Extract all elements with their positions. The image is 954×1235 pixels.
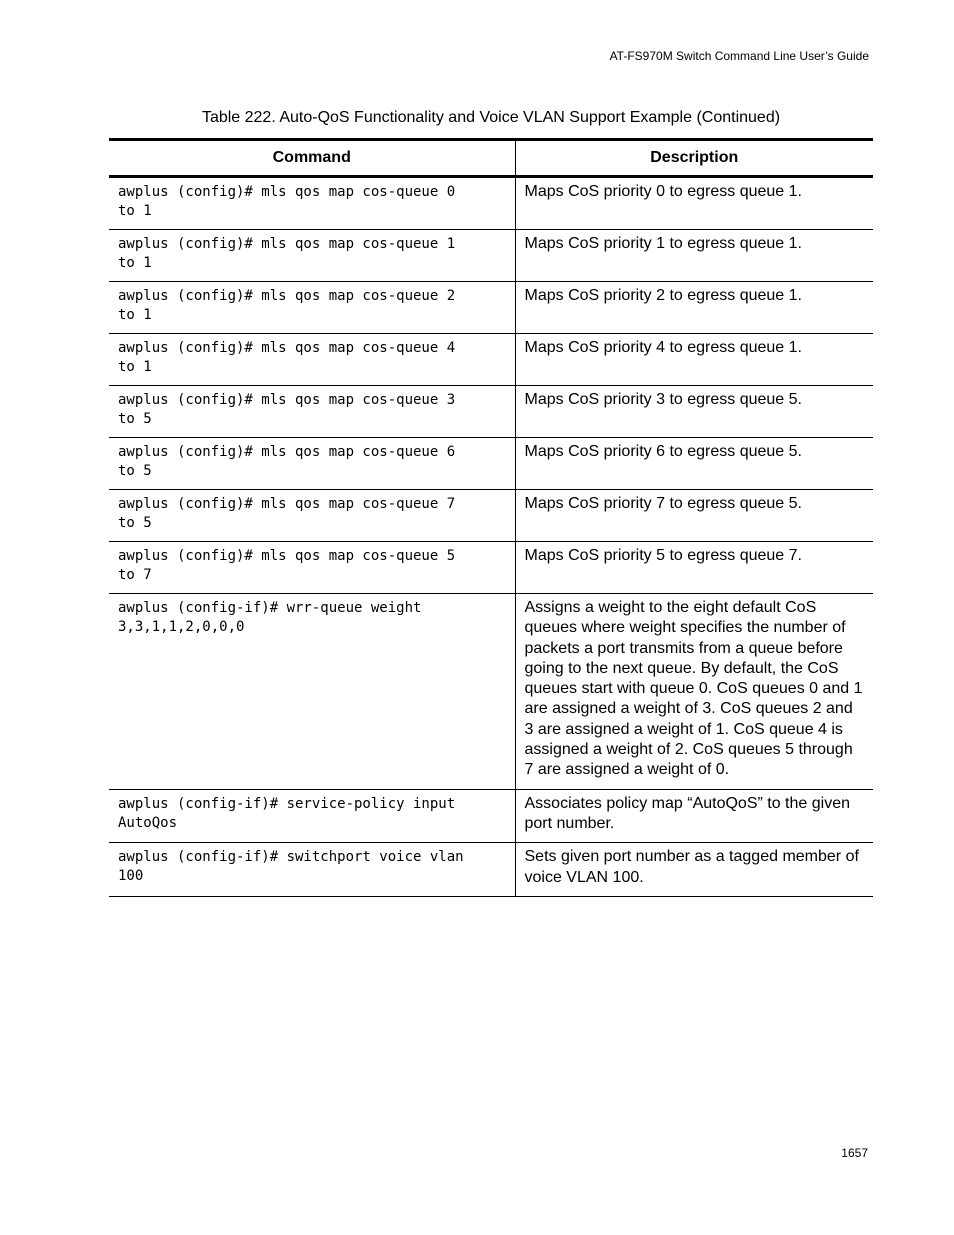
table-row [109, 177, 873, 230]
table-row [109, 334, 873, 386]
column-header-description: Description [515, 140, 873, 177]
table-row [109, 230, 873, 282]
page-number: 1657 [841, 1146, 868, 1160]
description-cell: Assigns a weight to the eight default CoS queues where weight specifies the number of packets a port transmits from a queue before going to the next queue. By default, the CoS queues start with queue 0. CoS queues 0 and 1 are assigned a weight of 3. CoS queues 2 and 3 are assigned a weight of 1. CoS queue 4 is assigned a weight of 2. CoS queues 5 through 7 are assigned a weight of 0. [515, 594, 873, 790]
description-cell: Maps CoS priority 4 to egress queue 1. [515, 334, 873, 386]
description-cell: Associates policy map “AutoQoS” to the given port number. [515, 789, 873, 843]
description-cell: Maps CoS priority 2 to egress queue 1. [515, 282, 873, 334]
description-cell: Maps CoS priority 0 to egress queue 1. [515, 177, 873, 230]
command-cell: awplus (config)# mls qos map cos-queue 7 to 5 [109, 490, 515, 542]
command-cell: awplus (config)# mls qos map cos-queue 4 to 1 [109, 334, 515, 386]
table-row [109, 594, 873, 790]
command-cell: awplus (config)# mls qos map cos-queue 3 to 5 [109, 386, 515, 438]
table-header-row [109, 140, 873, 177]
table-row [109, 542, 873, 594]
command-cell: awplus (config-if)# wrr-queue weight 3,3,1,1,2,0,0,0 [109, 594, 515, 790]
table-row [109, 282, 873, 334]
description-cell: Maps CoS priority 5 to egress queue 7. [515, 542, 873, 594]
description-cell: Maps CoS priority 3 to egress queue 5. [515, 386, 873, 438]
table-row [109, 843, 873, 897]
command-cell: awplus (config)# mls qos map cos-queue 6 to 5 [109, 438, 515, 490]
command-cell: awplus (config)# mls qos map cos-queue 0 to 1 [109, 177, 515, 230]
description-cell: Maps CoS priority 7 to egress queue 5. [515, 490, 873, 542]
command-cell: awplus (config)# mls qos map cos-queue 2 to 1 [109, 282, 515, 334]
command-cell: awplus (config)# mls qos map cos-queue 5 to 7 [109, 542, 515, 594]
description-cell: Sets given port number as a tagged member of voice VLAN 100. [515, 843, 873, 897]
command-table [109, 138, 873, 897]
running-header: AT-FS970M Switch Command Line User’s Guide [609, 49, 869, 63]
command-cell: awplus (config)# mls qos map cos-queue 1 to 1 [109, 230, 515, 282]
table-row [109, 490, 873, 542]
table-caption: Table 222. Auto-QoS Functionality and Voice VLAN Support Example (Continued) [201, 109, 781, 126]
table-row [109, 438, 873, 490]
description-cell: Maps CoS priority 1 to egress queue 1. [515, 230, 873, 282]
table-row [109, 386, 873, 438]
column-header-command: Command [109, 140, 515, 177]
command-cell: awplus (config-if)# service-policy input AutoQos [109, 789, 515, 843]
table-row [109, 789, 873, 843]
description-cell: Maps CoS priority 6 to egress queue 5. [515, 438, 873, 490]
command-cell: awplus (config-if)# switchport voice vlan 100 [109, 843, 515, 897]
